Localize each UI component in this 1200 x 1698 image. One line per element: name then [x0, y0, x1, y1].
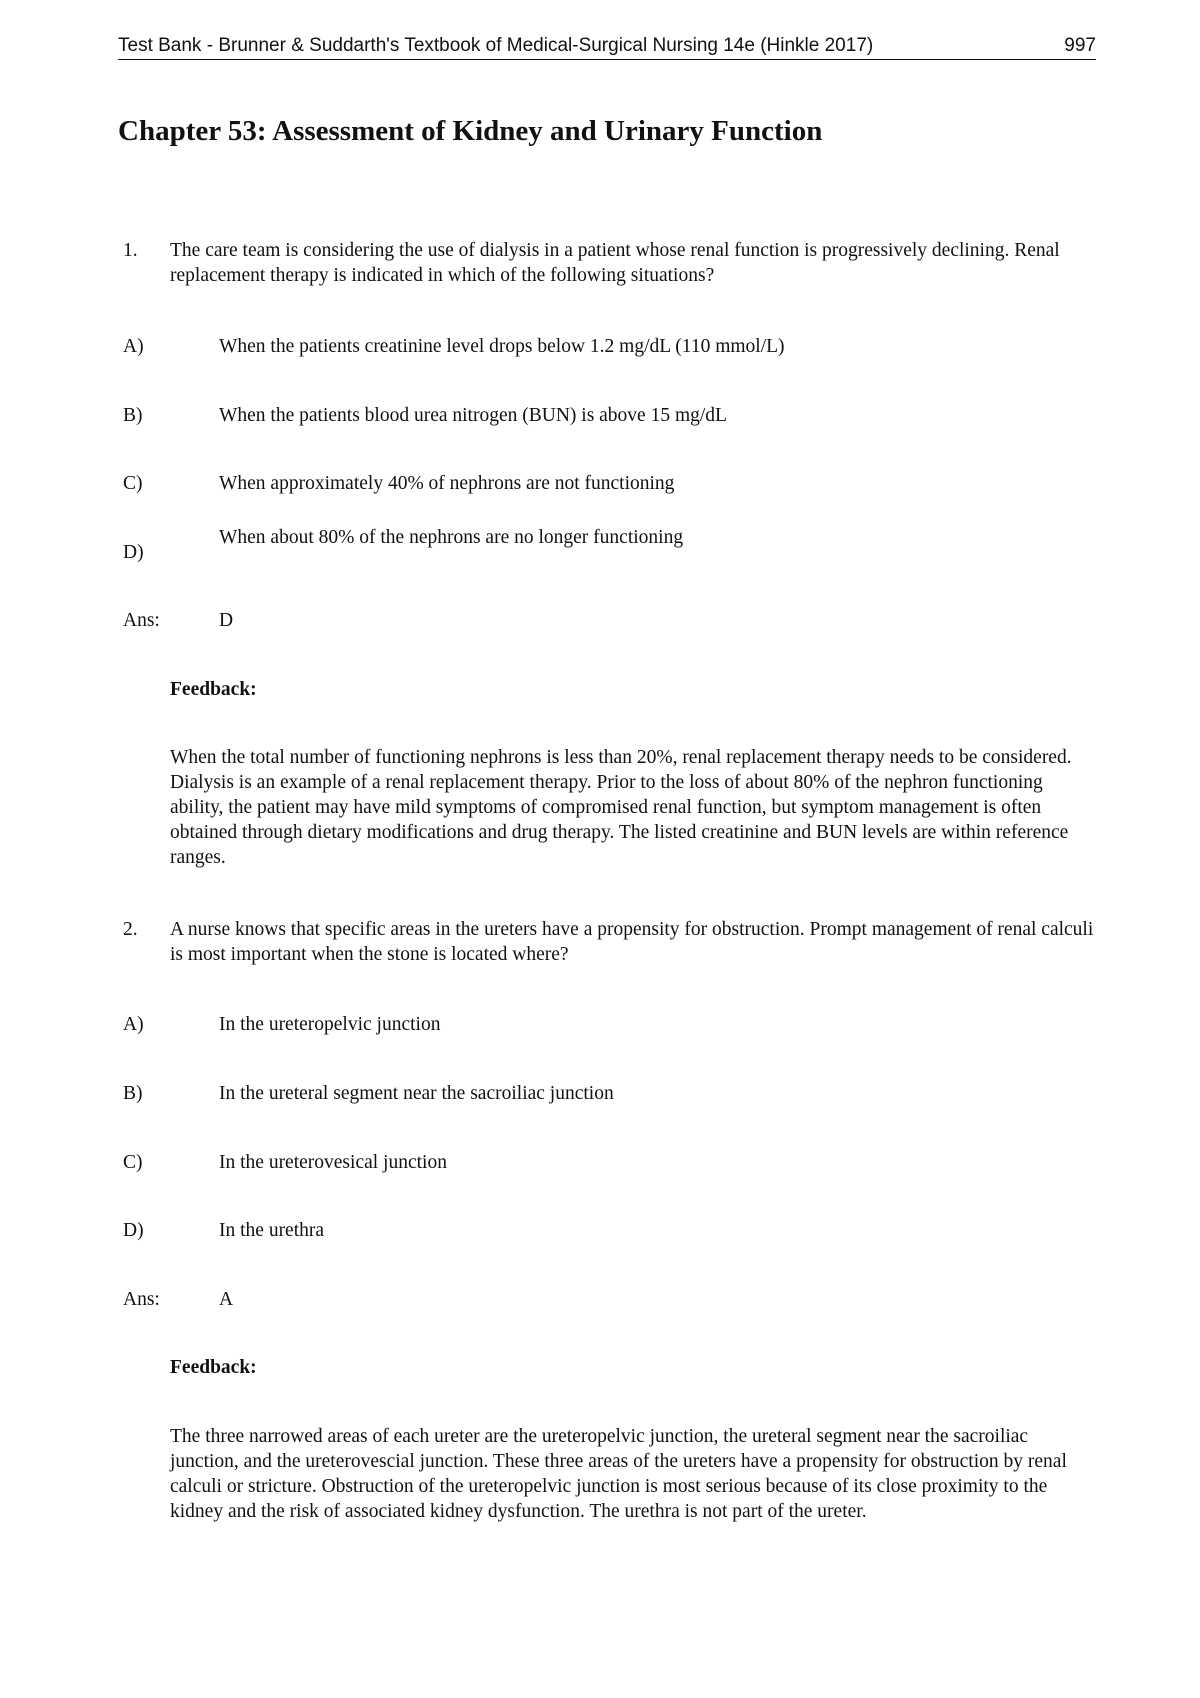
header-title: Test Bank - Brunner & Suddarth's Textbook of Medical-Surgical Nursing 14e (Hinkle 2017)	[118, 35, 874, 56]
question-1-feedback-label: Feedback:	[170, 679, 257, 700]
question-1-feedback: When the total number of functioning nephrons is less than 20%, renal replacement therapy needs to be considered. Dialysis is an example of a renal replacement therapy. Prior to the loss of about 80% of the nephron functioning ability, the patient may have mild symptoms of compromised renal function, but symptom management is often obtained through dietary modifications and drug therapy. The listed creatinine and BUN levels are within reference ranges.	[170, 747, 1072, 868]
question-1-option-a: When the patients creatinine level drops below 1.2 mg/dL (110 mmol/L)	[219, 336, 785, 357]
question-2-number: 2.	[123, 919, 138, 940]
question-1-option-c: When approximately 40% of nephrons are not functioning	[219, 473, 675, 494]
running-header	[118, 34, 1096, 60]
question-1-option-d-letter: D)	[123, 542, 144, 563]
page-number: 997	[1064, 35, 1096, 56]
question-2-answer-label: Ans:	[123, 1289, 160, 1310]
question-1-answer: D	[219, 610, 234, 631]
question-2-feedback: The three narrowed areas of each ureter are the ureteropelvic junction, the ureteral segment near the sacroiliac junction, and the ureterovescial junction. These three areas of the ureters have a propensity for obstruction by renal calculi or stricture. Obstruction of the ureteropelvic junction is most serious because of its close proximity to the kidney and the risk of associated kidney dysfunction. The urethra is not part of the ureter.	[170, 1426, 1067, 1522]
question-2-stem: A nurse knows that specific areas in the ureters have a propensity for obstruction. Prompt management of renal calculi is most important when the stone is located where?	[170, 919, 1094, 965]
question-2-feedback-label: Feedback:	[170, 1357, 257, 1378]
question-2-option-b: In the ureteral segment near the sacroiliac junction	[219, 1083, 614, 1104]
question-2-option-d-letter: D)	[123, 1220, 144, 1241]
question-2-option-b-letter: B)	[123, 1083, 143, 1104]
question-2-answer: A	[219, 1289, 234, 1310]
question-2-option-a-letter: A)	[123, 1014, 144, 1035]
question-1-option-d: When about 80% of the nephrons are no longer functioning	[219, 527, 684, 548]
question-1-stem: The care team is considering the use of dialysis in a patient whose renal function is progressively declining. Renal replacement therapy is indicated in which of the following situations?	[170, 240, 1060, 286]
question-1-number: 1.	[123, 240, 138, 261]
question-1-option-a-letter: A)	[123, 336, 144, 357]
chapter-title: Chapter 53: Assessment of Kidney and Urinary Function	[118, 115, 823, 147]
question-1-answer-label: Ans:	[123, 610, 160, 631]
question-1-option-c-letter: C)	[123, 473, 143, 494]
question-2-option-c-letter: C)	[123, 1152, 143, 1173]
question-2-option-d: In the urethra	[219, 1220, 325, 1241]
question-1-option-b: When the patients blood urea nitrogen (BUN) is above 15 mg/dL	[219, 405, 727, 426]
question-2-option-a: In the ureteropelvic junction	[219, 1014, 441, 1035]
question-1-option-b-letter: B)	[123, 405, 143, 426]
question-2-option-c: In the ureterovesical junction	[219, 1152, 447, 1173]
